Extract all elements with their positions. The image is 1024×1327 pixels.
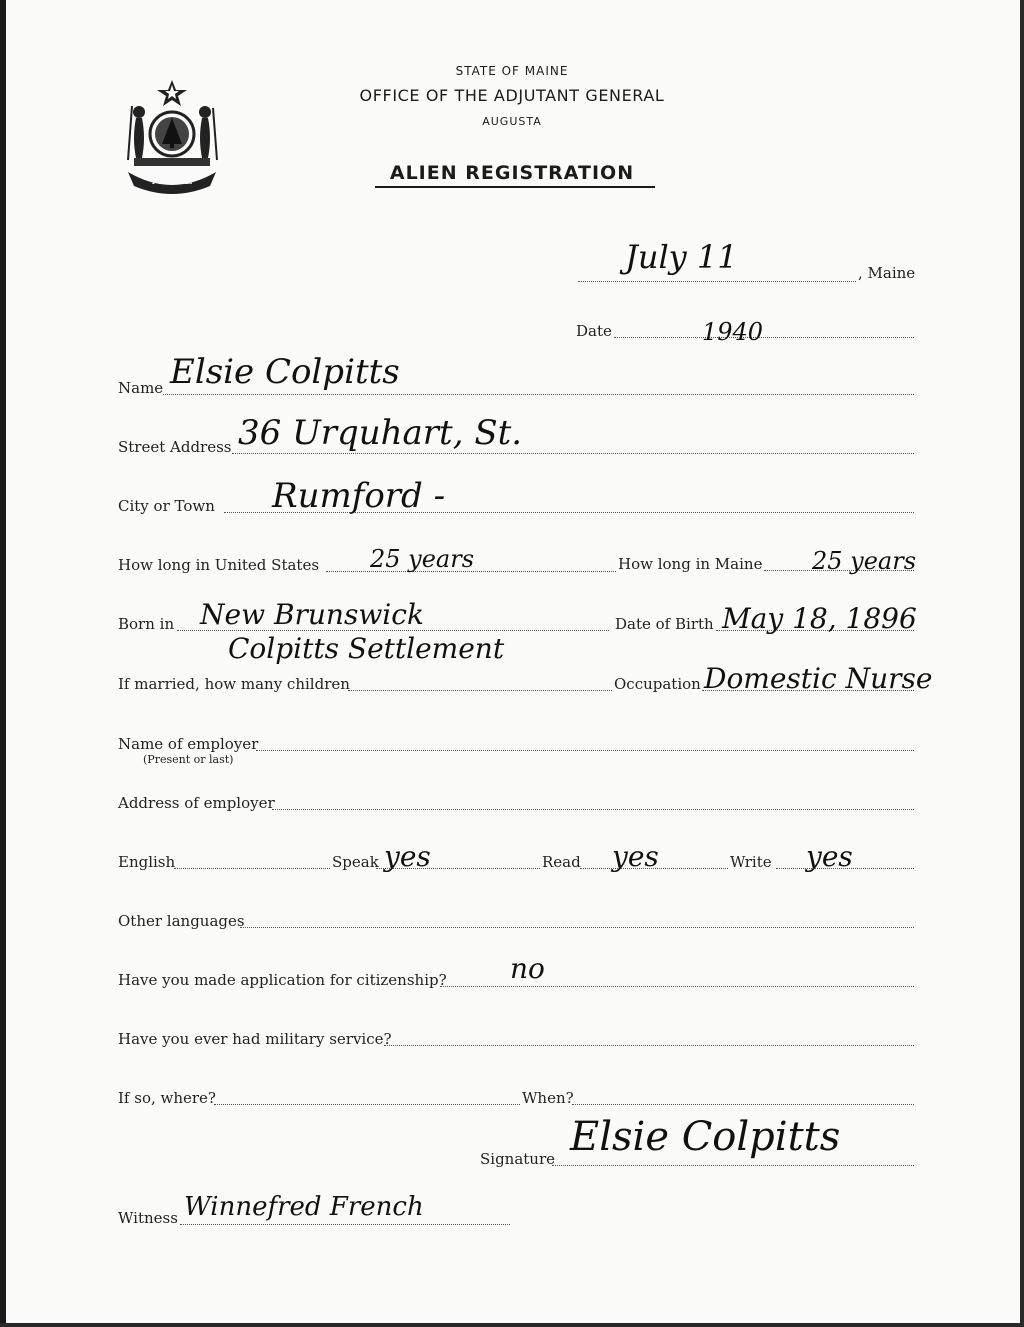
seal-banner-text: MAINE — [151, 174, 193, 187]
city-entry: Rumford - — [272, 476, 446, 516]
employer-address-label: Address of employer — [118, 794, 275, 812]
header-office: OFFICE OF THE ADJUTANT GENERAL — [359, 86, 665, 105]
date-label: Date — [576, 322, 612, 340]
street-address-entry: 36 Urquhart, St. — [238, 413, 523, 453]
header-state: STATE OF MAINE — [455, 64, 569, 78]
employer-address-line — [272, 809, 914, 810]
military-line — [384, 1045, 914, 1046]
speak-entry: yes — [384, 840, 431, 873]
scan-edge-left — [0, 0, 6, 1327]
witness-entry: Winnefred French — [184, 1192, 424, 1222]
write-label: Write — [730, 853, 772, 871]
children-label: If married, how many children — [118, 675, 350, 693]
witness-line — [180, 1224, 510, 1225]
other-languages-label: Other languages — [118, 912, 245, 930]
date-year-line — [614, 337, 914, 338]
how-long-maine-label: How long in Maine — [618, 555, 763, 573]
born-in-entry-line2: Colpitts Settlement — [228, 632, 505, 665]
speak-label: Speak — [332, 853, 379, 871]
born-in-entry-line1: New Brunswick — [200, 598, 424, 631]
born-in-label: Born in — [118, 615, 175, 633]
how-long-maine-entry: 25 years — [812, 547, 917, 575]
name-line — [163, 394, 914, 395]
citizenship-label: Have you made application for citizenship? — [118, 971, 447, 989]
header-city: AUGUSTA — [482, 115, 542, 128]
read-entry: yes — [612, 840, 659, 873]
employer-name-label: Name of employer — [118, 735, 259, 753]
how-long-us-entry: 25 years — [370, 545, 475, 573]
how-long-us-label: How long in United States — [118, 556, 320, 574]
english-label: English — [118, 853, 176, 871]
employer-name-line — [256, 750, 914, 751]
other-languages-line — [240, 927, 914, 928]
street-address-line — [232, 453, 914, 454]
citizenship-entry: no — [510, 952, 545, 985]
employer-note-label: (Present or last) — [143, 753, 234, 766]
scan-edge-right — [1020, 0, 1024, 1327]
when-line — [572, 1104, 914, 1105]
children-line — [348, 690, 612, 691]
occupation-label: Occupation — [614, 675, 701, 693]
citizenship-line — [440, 986, 914, 987]
date-of-birth-label: Date of Birth — [615, 615, 714, 633]
english-line — [174, 868, 330, 869]
name-entry: Elsie Colpitts — [170, 352, 400, 392]
signature-label: Signature — [480, 1150, 556, 1168]
occupation-entry: Domestic Nurse — [704, 662, 933, 695]
scan-edge-bottom — [0, 1323, 1024, 1327]
write-entry: yes — [806, 840, 853, 873]
military-label: Have you ever had military service? — [118, 1030, 392, 1048]
signature-line — [552, 1165, 914, 1166]
date-year-entry: 1940 — [702, 318, 764, 346]
city-label: City or Town — [118, 497, 215, 515]
if-so-where-line — [214, 1104, 520, 1105]
signature-entry: Elsie Colpitts — [570, 1114, 841, 1160]
date-day-line — [578, 281, 856, 282]
name-label: Name — [118, 379, 164, 397]
street-address-label: Street Address — [118, 438, 232, 456]
when-label: When? — [522, 1089, 574, 1107]
maine-label: , Maine — [858, 264, 916, 282]
date-day-entry: July 11 — [625, 238, 738, 276]
witness-label: Witness — [118, 1209, 178, 1227]
read-label: Read — [542, 853, 581, 871]
if-so-where-label: If so, where? — [118, 1089, 216, 1107]
date-of-birth-entry: May 18, 1896 — [722, 602, 917, 635]
form-title: ALIEN REGISTRATION — [389, 162, 635, 184]
title-underline — [375, 186, 655, 188]
